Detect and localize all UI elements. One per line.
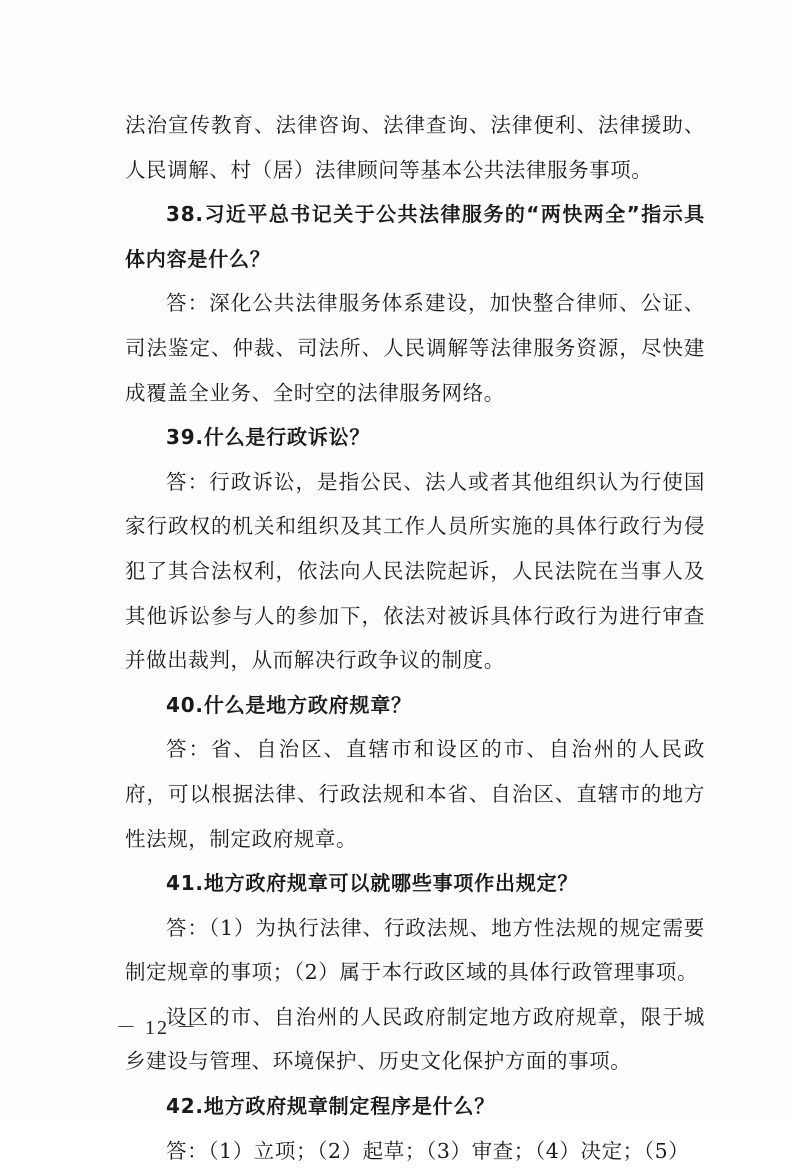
question-38-heading: 38.习近平总书记关于公共法律服务的“两快两全”指示具体内容是什么？ xyxy=(125,202,705,271)
answer-39: 答：行政诉讼，是指公民、法人或者其他组织认为行使国家行政权的机关和组织及其工作人员所实施的具体行政行为侵犯了其合法权利，依法向人民法院起诉，人民法院在当事人及其他诉讼参与人的参加下，依法对被诉具体行政行为进行审查并做出裁判，从而解决行政争议的制度。 xyxy=(125,469,705,673)
answer-38: 答：深化公共法律服务体系建设，加快整合律师、公证、司法鉴定、仲裁、司法所、人民调解等法律服务资源，尽快建成覆盖全业务、全时空的法律服务网络。 xyxy=(125,291,705,405)
answer-42: 答：（1）立项；（2）起草；（3）审查；（4）决定；（5） xyxy=(166,1138,690,1163)
document-body xyxy=(125,103,705,1173)
question-40-heading: 40.什么是地方政府规章？ xyxy=(166,692,412,717)
question-42-heading: 42.地方政府规章制定程序是什么？ xyxy=(166,1094,496,1119)
paragraph-continuation: 法治宣传教育、法律咨询、法律查询、法律便利、法律援助、人民调解、村（居）法律顾问等基本公共法律服务事项。 xyxy=(125,113,705,182)
question-39-heading: 39.什么是行政诉讼？ xyxy=(166,425,371,450)
question-41-heading: 41.地方政府规章可以就哪些事项作出规定？ xyxy=(166,871,579,896)
answer-41-part-2: 设区的市、自治州的人民政府制定地方政府规章，限于城乡建设与管理、环境保护、历史文化保护方面的事项。 xyxy=(125,1004,705,1074)
answer-40: 答：省、自治区、直辖市和设区的市、自治州的人民政府，可以根据法律、行政法规和本省、自治区、直辖市的地方性法规，制定政府规章。 xyxy=(125,737,705,851)
answer-41-part-1: 答：（1）为执行法律、行政法规、地方性法规的规定需要制定规章的事项；（2）属于本行政区域的具体行政管理事项。 xyxy=(125,915,705,985)
page-number: － 12 － xyxy=(116,1017,198,1039)
